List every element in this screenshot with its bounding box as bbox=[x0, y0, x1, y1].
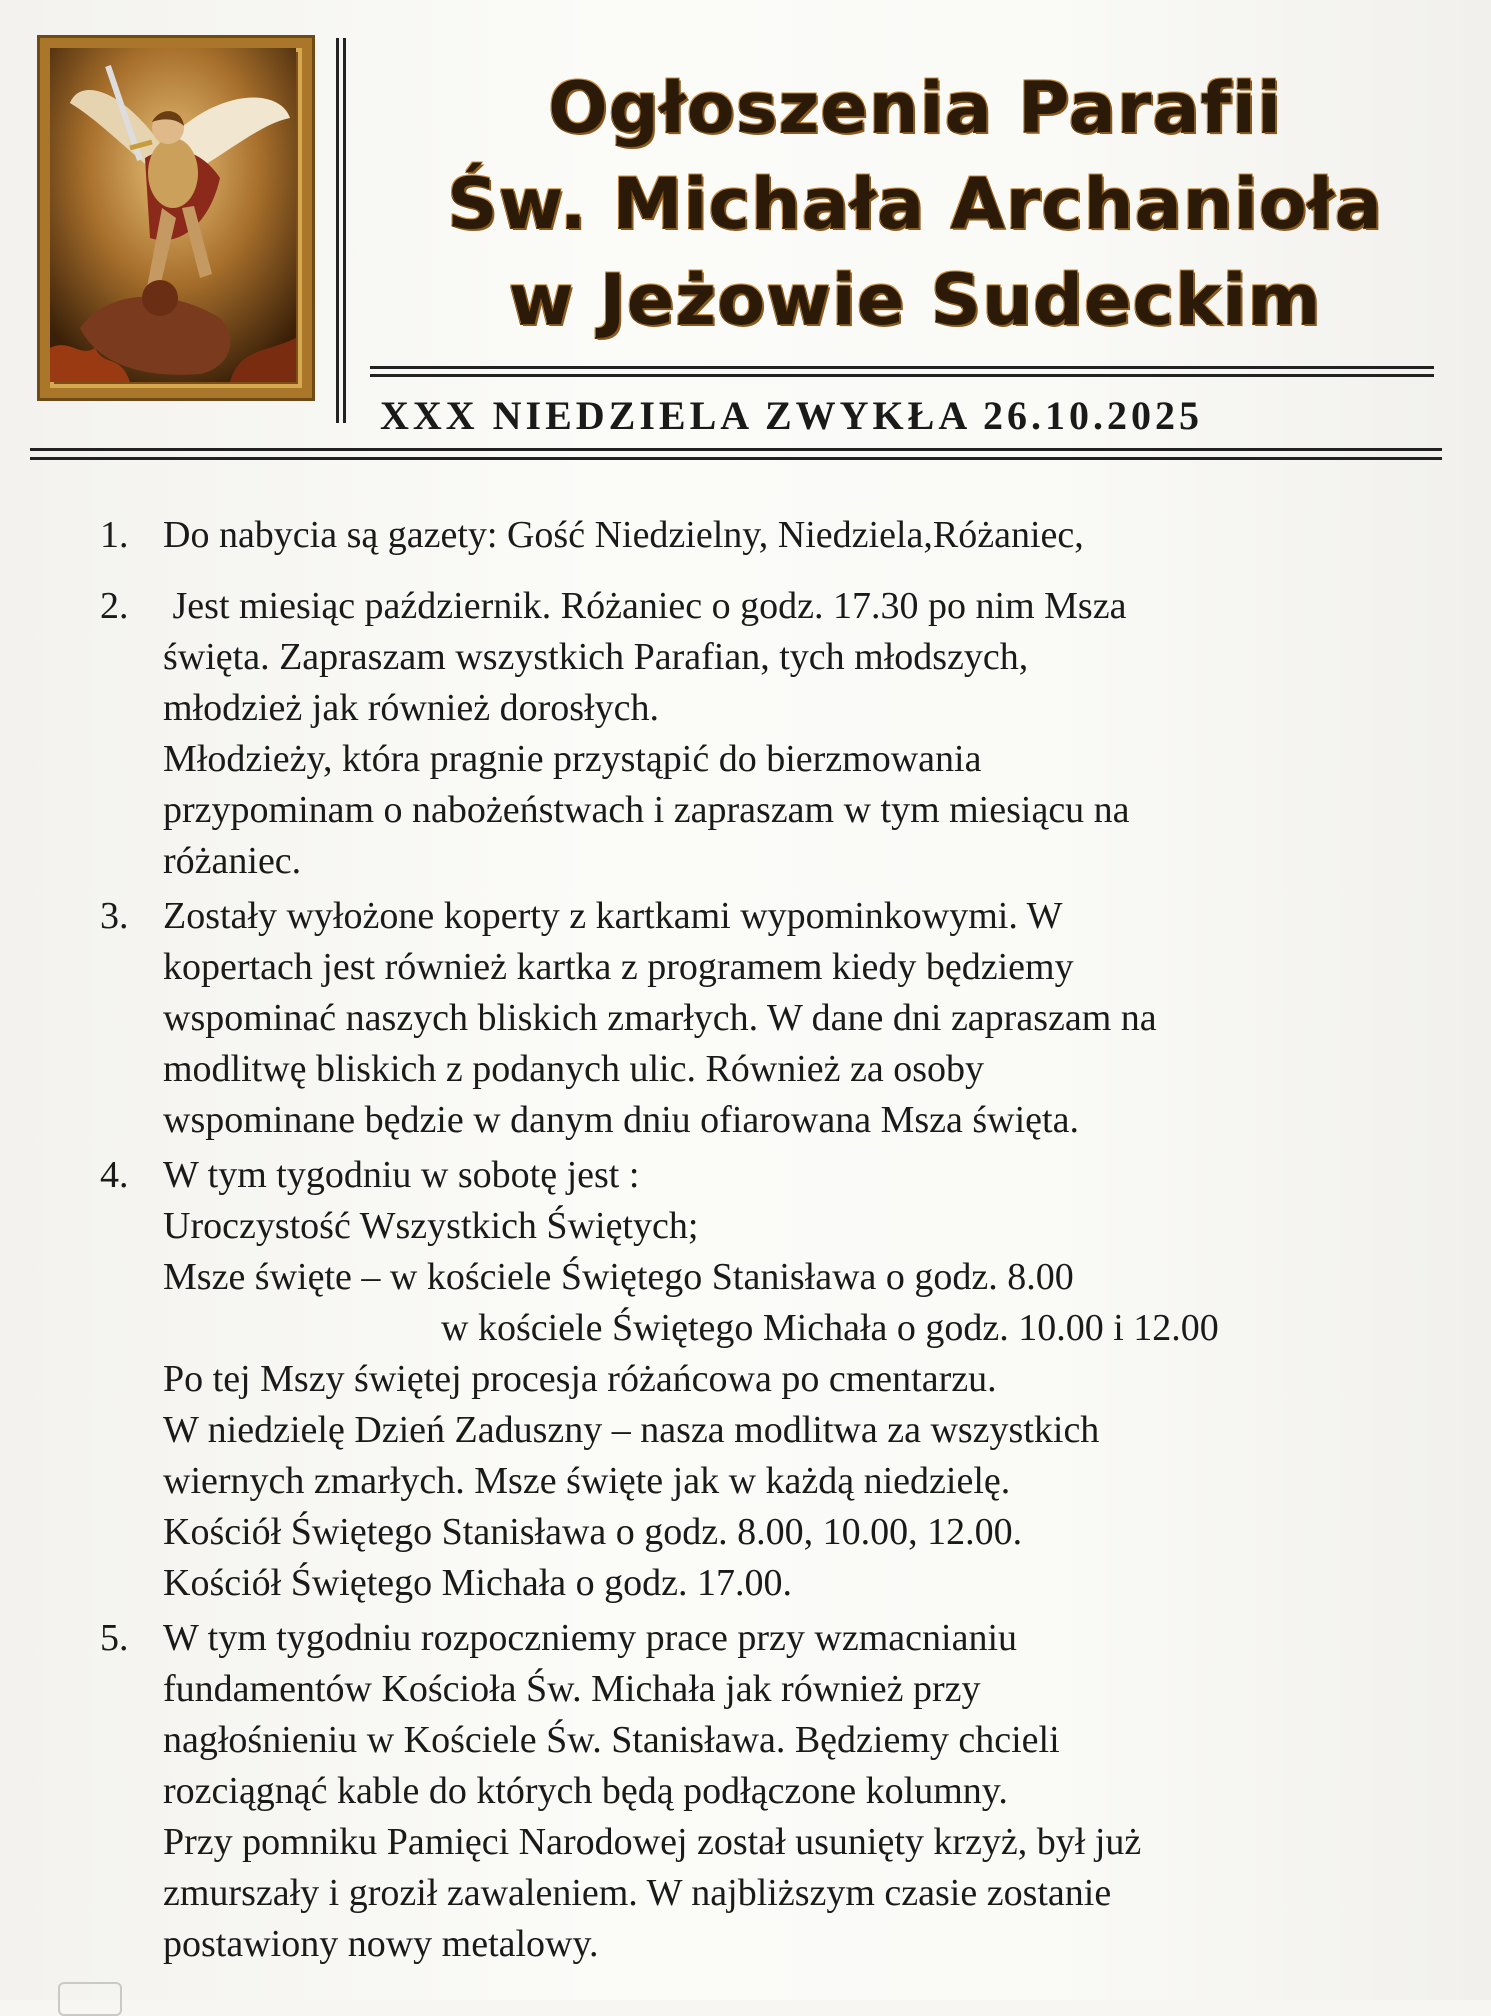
announcement-list bbox=[0, 510, 1491, 1980]
parish-title bbox=[360, 60, 1470, 348]
list-item bbox=[0, 581, 1491, 887]
text-line: W niedzielę Dzień Zaduszny – nasza modlitwa za wszystkich bbox=[163, 1409, 1100, 1451]
text-line: Jest miesiąc październik. Różaniec o godz. 17.30 po nim Msza bbox=[163, 585, 1127, 627]
sunday-heading: XXX NIEDZIELA ZWYKŁA 26.10.2025 bbox=[380, 393, 1204, 438]
title-rule-bottom bbox=[370, 374, 1434, 377]
text-line: modlitwę bliskich z podanych ulic. Również za osoby bbox=[163, 1048, 985, 1090]
text-line: Uroczystość Wszystkich Świętych; bbox=[163, 1205, 699, 1247]
text-line: W tym tygodniu w sobotę jest : bbox=[163, 1154, 640, 1196]
title-line-3: w Jeżowie Sudeckim bbox=[508, 259, 1322, 341]
text-line: wiernych zmarłych. Msze święte jak w każdą niedzielę. bbox=[163, 1460, 1011, 1502]
text-line: młodzież jak również dorosłych. bbox=[163, 687, 659, 729]
archangel-michael-icon bbox=[40, 38, 312, 398]
item-text bbox=[163, 891, 1463, 1146]
text-line: święta. Zapraszam wszystkich Parafian, tych młodszych, bbox=[163, 636, 1029, 678]
title-line-1: Ogłoszenia Parafii bbox=[548, 67, 1282, 149]
subtitle-rule-bottom bbox=[30, 457, 1442, 460]
text-line: wspominane będzie w danym dniu ofiarowana Msza święta. bbox=[163, 1099, 1079, 1141]
list-item bbox=[0, 1613, 1491, 1970]
list-item bbox=[0, 891, 1491, 1146]
text-line: fundamentów Kościoła Św. Michała jak również przy bbox=[163, 1668, 981, 1710]
title-rule-top bbox=[370, 366, 1434, 369]
text-line: Po tej Mszy świętej procesja różańcowa po cmentarzu. bbox=[163, 1358, 997, 1400]
list-item bbox=[0, 510, 1491, 561]
text-line: postawiony nowy metalowy. bbox=[163, 1923, 599, 1965]
text-line: Msze święte – w kościele Świętego Stanisława o godz. 8.00 bbox=[163, 1256, 1074, 1298]
page-corner-mark bbox=[58, 1982, 122, 2016]
text-line: zmurszały i groził zawaleniem. W najbliższym czasie zostanie bbox=[163, 1872, 1112, 1914]
item-text bbox=[163, 1150, 1463, 1609]
text-line: Młodzieży, która pragnie przystąpić do bierzmowania bbox=[163, 738, 982, 780]
item-number: 1. bbox=[100, 514, 129, 556]
text-line: w kościele Świętego Michała o godz. 10.00 i 12.00 bbox=[441, 1307, 1219, 1349]
title-line-2: Św. Michała Archanioła bbox=[447, 163, 1383, 245]
item-number: 2. bbox=[100, 585, 129, 627]
text-line: przypominam o nabożeństwach i zapraszam w tym miesiącu na bbox=[163, 789, 1130, 831]
text-line: Kościół Świętego Stanisława o godz. 8.00, 10.00, 12.00. bbox=[163, 1511, 1023, 1553]
text-line: Kościół Świętego Michała o godz. 17.00. bbox=[163, 1562, 793, 1604]
list-item bbox=[0, 1150, 1491, 1609]
vertical-divider-right bbox=[343, 38, 346, 423]
text-line: kopertach jest również kartka z programem kiedy będziemy bbox=[163, 946, 1074, 988]
text-line: Zostały wyłożone koperty z kartkami wypominkowymi. W bbox=[163, 895, 1063, 937]
item-number: 4. bbox=[100, 1154, 129, 1196]
text-line: W tym tygodniu rozpoczniemy prace przy wzmacnianiu bbox=[163, 1617, 1017, 1659]
subtitle-rule-top bbox=[30, 448, 1442, 451]
text-line: Do nabycia są gazety: Gość Niedzielny, Niedziela,Różaniec, bbox=[163, 514, 1084, 556]
text-line: rozciągnąć kable do których będą podłączone kolumny. bbox=[163, 1770, 1008, 1812]
item-text bbox=[163, 1613, 1463, 1970]
text-line: Przy pomniku Pamięci Narodowej został usunięty krzyż, był już bbox=[163, 1821, 1142, 1863]
item-number: 3. bbox=[100, 895, 129, 937]
vertical-divider-left bbox=[336, 38, 339, 423]
text-line: wspominać naszych bliskich zmarłych. W dane dni zapraszam na bbox=[163, 997, 1157, 1039]
item-text bbox=[163, 510, 1463, 561]
text-line: różaniec. bbox=[163, 840, 302, 882]
item-number: 5. bbox=[100, 1617, 129, 1659]
item-text bbox=[163, 581, 1463, 887]
text-line: nagłośnieniu w Kościele Św. Stanisława. Będziemy chcieli bbox=[163, 1719, 1060, 1761]
